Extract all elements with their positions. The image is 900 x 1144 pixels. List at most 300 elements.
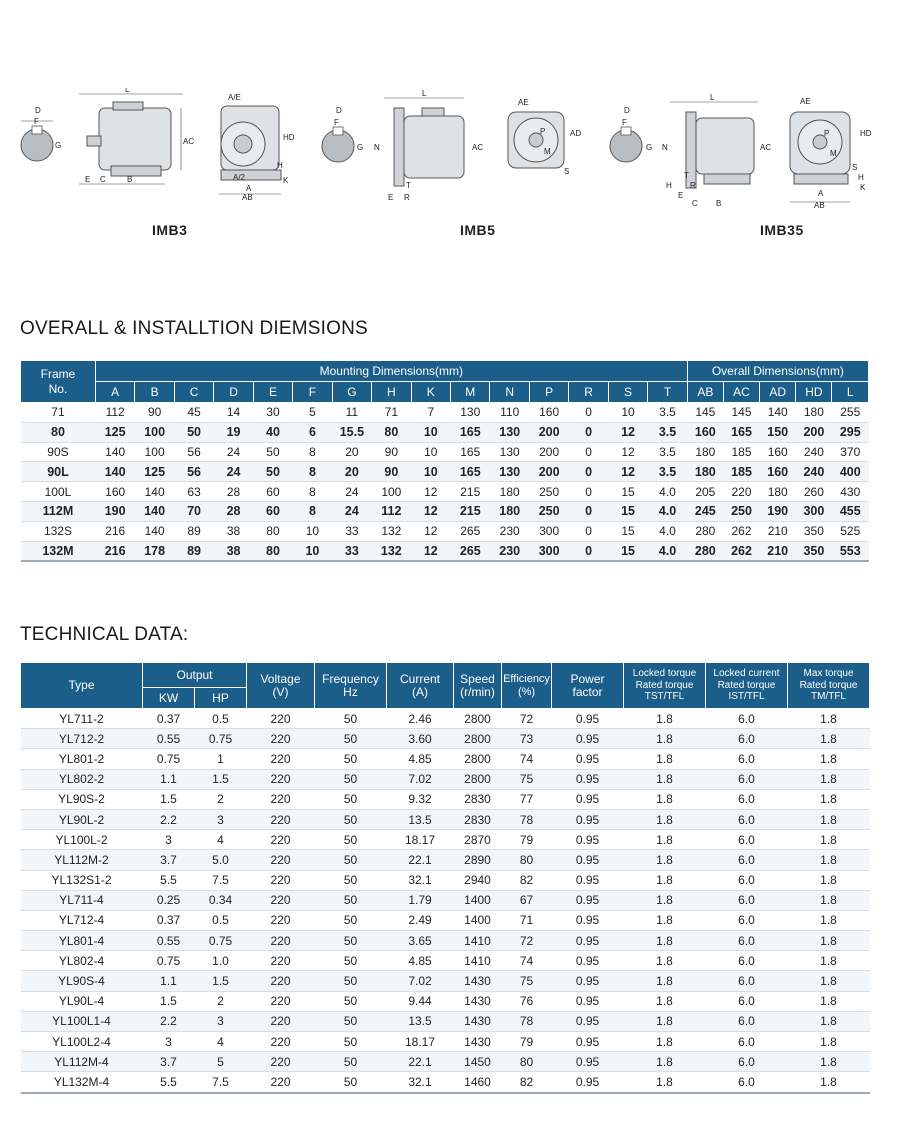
spec-cell: 67 — [502, 890, 552, 910]
spec-cell: 73 — [502, 729, 552, 749]
imb3-label-ae: A/E — [228, 93, 241, 102]
dims-col-header: F — [293, 382, 332, 403]
spec-cell: 2.46 — [387, 709, 454, 729]
spec-cell: 6.0 — [706, 749, 788, 769]
imb5-title: IMB5 — [460, 222, 496, 238]
dimension-cell: 260 — [796, 482, 832, 502]
spec-cell: 220 — [247, 769, 315, 789]
spec-cell: 80 — [502, 1052, 552, 1072]
type-cell: YL711-4 — [21, 890, 143, 910]
spec-cell: 2.49 — [387, 910, 454, 930]
dimension-cell: 280 — [687, 541, 723, 561]
dimension-cell: 455 — [832, 501, 869, 521]
spec-cell: 1.8 — [624, 709, 706, 729]
dimension-cell: 45 — [174, 403, 213, 423]
dimension-cell: 20 — [332, 442, 371, 462]
spec-cell: 7.02 — [387, 971, 454, 991]
imb35-label-p: P — [824, 129, 830, 138]
spec-cell: 1.8 — [788, 870, 870, 890]
dimension-cell: 180 — [687, 442, 723, 462]
frame-cell: 132M — [21, 541, 96, 561]
spec-cell: 6.0 — [706, 890, 788, 910]
dimension-cell: 24 — [214, 442, 253, 462]
dimensions-table — [20, 360, 869, 562]
table-row — [21, 541, 869, 561]
frame-cell: 90L — [21, 462, 96, 482]
spec-cell: 220 — [247, 749, 315, 769]
table-row — [21, 1032, 870, 1052]
dimension-cell: 350 — [796, 541, 832, 561]
dims-col-header: K — [411, 382, 450, 403]
power-factor-header: Power factor — [552, 663, 624, 709]
spec-cell: 2 — [195, 991, 247, 1011]
imb35-label-e: E — [678, 191, 684, 200]
dimension-cell: 4.0 — [648, 482, 687, 502]
dimension-cell: 40 — [253, 422, 292, 442]
spec-cell: 3 — [195, 809, 247, 829]
spec-cell: 79 — [502, 830, 552, 850]
dimension-cell: 216 — [95, 521, 134, 541]
spec-cell: 220 — [247, 991, 315, 1011]
spec-cell: 220 — [247, 1052, 315, 1072]
spec-cell: 50 — [315, 971, 387, 991]
dimension-cell: 10 — [608, 403, 647, 423]
dimension-cell: 33 — [332, 541, 371, 561]
dimension-cell: 56 — [174, 462, 213, 482]
dimension-cell: 145 — [687, 403, 723, 423]
type-cell: YL712-2 — [21, 729, 143, 749]
imb5-label-f: F — [334, 118, 339, 127]
spec-cell: 1.8 — [788, 769, 870, 789]
dimension-cell: 262 — [723, 521, 759, 541]
table-row — [21, 971, 870, 991]
dimension-cell: 71 — [372, 403, 411, 423]
spec-cell: 74 — [502, 749, 552, 769]
spec-cell: 75 — [502, 971, 552, 991]
imb3-label-c: C — [100, 175, 106, 184]
dims-col-header: T — [648, 382, 687, 403]
spec-cell: 18.17 — [387, 1032, 454, 1052]
imb3-label-a: A — [246, 184, 252, 193]
spec-cell: 1 — [195, 749, 247, 769]
spec-cell: 2.2 — [143, 1011, 195, 1031]
dimension-cell: 130 — [490, 422, 529, 442]
spec-cell: 22.1 — [387, 850, 454, 870]
table-row — [21, 482, 869, 502]
spec-cell: 0.37 — [143, 709, 195, 729]
spec-cell: 1.8 — [624, 850, 706, 870]
spec-cell: 0.95 — [552, 971, 624, 991]
dimension-cell: 130 — [490, 462, 529, 482]
dimension-cell: 240 — [796, 462, 832, 482]
dimension-cell: 200 — [529, 442, 568, 462]
spec-cell: 79 — [502, 1032, 552, 1052]
spec-cell: 1.5 — [143, 789, 195, 809]
dimension-cell: 24 — [332, 501, 371, 521]
type-cell: YL801-4 — [21, 931, 143, 951]
spec-cell: 74 — [502, 951, 552, 971]
imb35-schematic — [600, 90, 880, 215]
table-row — [21, 991, 870, 1011]
dimension-cell: 160 — [760, 462, 796, 482]
spec-cell: 1.8 — [788, 971, 870, 991]
spec-cell: 220 — [247, 729, 315, 749]
table-row — [21, 749, 870, 769]
spec-cell: 1.8 — [788, 729, 870, 749]
type-header: Type — [21, 663, 143, 709]
imb3-label-ac: AC — [183, 137, 195, 146]
type-cell: YL132S1-2 — [21, 870, 143, 890]
dimension-cell: 3.5 — [648, 403, 687, 423]
imb3-label-e: E — [85, 175, 91, 184]
dimension-cell: 205 — [687, 482, 723, 502]
dimension-cell: 220 — [723, 482, 759, 502]
spec-cell: 6.0 — [706, 809, 788, 829]
dimension-cell: 7 — [411, 403, 450, 423]
max-torque-header: Max torque Rated torque TM/TFL — [788, 663, 870, 709]
dimension-cell: 90 — [372, 462, 411, 482]
frame-no-header: Frame No. — [21, 361, 96, 403]
spec-cell: 50 — [315, 890, 387, 910]
dimension-cell: 3.5 — [648, 442, 687, 462]
voltage-header: Voltage (V) — [247, 663, 315, 709]
table-row — [21, 931, 870, 951]
spec-cell: 1.8 — [788, 809, 870, 829]
spec-cell: 13.5 — [387, 1011, 454, 1031]
dimension-cell: 350 — [796, 521, 832, 541]
spec-cell: 220 — [247, 910, 315, 930]
spec-cell: 0.95 — [552, 890, 624, 910]
spec-cell: 0.5 — [195, 709, 247, 729]
spec-cell: 4 — [195, 1032, 247, 1052]
spec-cell: 50 — [315, 1011, 387, 1031]
dimension-cell: 19 — [214, 422, 253, 442]
dimension-cell: 56 — [174, 442, 213, 462]
dims-col-header: C — [174, 382, 213, 403]
spec-cell: 1410 — [454, 931, 502, 951]
imb35-label-l: L — [710, 93, 715, 102]
spec-cell: 78 — [502, 1011, 552, 1031]
imb5-label-ad: AD — [570, 129, 582, 138]
dims-col-header: D — [214, 382, 253, 403]
imb35-title: IMB35 — [760, 222, 804, 238]
spec-cell: 0.95 — [552, 910, 624, 930]
imb5-label-g: G — [357, 143, 364, 152]
spec-cell: 6.0 — [706, 789, 788, 809]
spec-cell: 50 — [315, 789, 387, 809]
mounting-dimensions-header: Mounting Dimensions(mm) — [95, 361, 687, 382]
type-cell: YL100L2-4 — [21, 1032, 143, 1052]
spec-cell: 0.75 — [195, 931, 247, 951]
dimension-cell: 50 — [253, 442, 292, 462]
spec-cell: 0.95 — [552, 931, 624, 951]
spec-cell: 0.75 — [143, 951, 195, 971]
type-cell: YL90L-4 — [21, 991, 143, 1011]
dims-col-header: AC — [723, 382, 759, 403]
dimension-cell: 12 — [608, 462, 647, 482]
spec-cell: 1.8 — [788, 1072, 870, 1093]
imb35-label-a: A — [818, 189, 824, 198]
dimension-cell: 90 — [372, 442, 411, 462]
imb5-label-ae: AE — [518, 98, 529, 107]
efficiency-header: Efficiency (%) — [502, 663, 552, 709]
dims-col-header: AB — [687, 382, 723, 403]
dimension-cell: 430 — [832, 482, 869, 502]
spec-cell: 220 — [247, 830, 315, 850]
frequency-header: Frequency Hz — [315, 663, 387, 709]
spec-cell: 1.8 — [624, 890, 706, 910]
dimension-cell: 400 — [832, 462, 869, 482]
spec-cell: 50 — [315, 729, 387, 749]
spec-cell: 1.8 — [788, 991, 870, 1011]
spec-cell: 1.8 — [788, 1032, 870, 1052]
spec-cell: 6.0 — [706, 971, 788, 991]
dimension-cell: 8 — [293, 462, 332, 482]
spec-cell: 1.8 — [624, 910, 706, 930]
spec-cell: 1450 — [454, 1052, 502, 1072]
dimension-cell: 89 — [174, 521, 213, 541]
dimension-cell: 90 — [135, 403, 174, 423]
dimension-cell: 300 — [796, 501, 832, 521]
dimension-cell: 190 — [95, 501, 134, 521]
spec-cell: 1.8 — [624, 1011, 706, 1031]
spec-cell: 0.95 — [552, 830, 624, 850]
dims-col-header: P — [529, 382, 568, 403]
type-cell: YL90S-2 — [21, 789, 143, 809]
output-header: Output — [143, 663, 247, 688]
spec-cell: 4 — [195, 830, 247, 850]
dimension-cell: 216 — [95, 541, 134, 561]
spec-cell: 6.0 — [706, 1032, 788, 1052]
spec-cell: 0.95 — [552, 809, 624, 829]
table-row — [21, 1052, 870, 1072]
dimension-cell: 250 — [723, 501, 759, 521]
spec-cell: 7.02 — [387, 769, 454, 789]
spec-cell: 1.8 — [624, 749, 706, 769]
dimension-cell: 15 — [608, 541, 647, 561]
spec-cell: 0.95 — [552, 789, 624, 809]
spec-cell: 1.8 — [624, 809, 706, 829]
type-cell: YL802-2 — [21, 769, 143, 789]
spec-cell: 2870 — [454, 830, 502, 850]
type-cell: YL711-2 — [21, 709, 143, 729]
imb5-label-t: T — [406, 181, 411, 190]
dimension-cell: 130 — [490, 442, 529, 462]
dims-col-header: H — [372, 382, 411, 403]
frame-cell: 132S — [21, 521, 96, 541]
dimension-cell: 5 — [293, 403, 332, 423]
spec-cell: 5.5 — [143, 870, 195, 890]
imb5-label-ac: AC — [472, 143, 484, 152]
type-cell: YL100L-2 — [21, 830, 143, 850]
dimension-cell: 60 — [253, 482, 292, 502]
spec-cell: 0.55 — [143, 729, 195, 749]
dimension-cell: 28 — [214, 501, 253, 521]
imb5-schematic — [312, 90, 582, 210]
dimension-cell: 0 — [569, 482, 608, 502]
spec-cell: 1.79 — [387, 890, 454, 910]
spec-cell: 1.8 — [624, 951, 706, 971]
spec-cell: 6.0 — [706, 991, 788, 1011]
spec-cell: 1.8 — [788, 830, 870, 850]
imb3-title: IMB3 — [152, 222, 188, 238]
dimension-cell: 230 — [490, 521, 529, 541]
spec-cell: 1.8 — [624, 1052, 706, 1072]
dimension-cell: 262 — [723, 541, 759, 561]
spec-cell: 1.8 — [624, 870, 706, 890]
imb35-label-ab: AB — [814, 201, 825, 210]
frame-cell: 80 — [21, 422, 96, 442]
type-cell: YL112M-4 — [21, 1052, 143, 1072]
spec-cell: 13.5 — [387, 809, 454, 829]
dims-col-header: N — [490, 382, 529, 403]
tech-section-title: TECHNICAL DATA: — [20, 624, 189, 645]
imb35-label-s: S — [852, 163, 858, 172]
table-row — [21, 501, 869, 521]
table-row — [21, 769, 870, 789]
imb35-label-k: K — [860, 183, 866, 192]
type-cell: YL801-2 — [21, 749, 143, 769]
spec-cell: 1.8 — [624, 789, 706, 809]
dimension-cell: 80 — [372, 422, 411, 442]
spec-cell: 18.17 — [387, 830, 454, 850]
dimension-cell: 10 — [293, 521, 332, 541]
spec-cell: 3.7 — [143, 850, 195, 870]
spec-cell: 6.0 — [706, 1011, 788, 1031]
dimension-cell: 180 — [796, 403, 832, 423]
dimension-cell: 130 — [451, 403, 490, 423]
dimension-cell: 3.5 — [648, 462, 687, 482]
spec-cell: 0.37 — [143, 910, 195, 930]
technical-data-table — [20, 662, 870, 1094]
spec-cell: 3.60 — [387, 729, 454, 749]
spec-cell: 1.8 — [624, 991, 706, 1011]
dims-col-header: S — [608, 382, 647, 403]
spec-cell: 50 — [315, 850, 387, 870]
imb35-label-r: R — [690, 181, 696, 190]
spec-cell: 1.5 — [143, 991, 195, 1011]
spec-cell: 1.8 — [624, 1032, 706, 1052]
dims-col-header: A — [95, 382, 134, 403]
spec-cell: 50 — [315, 769, 387, 789]
spec-cell: 1.8 — [624, 1072, 706, 1093]
imb3-label-f: F — [34, 117, 39, 126]
dimension-cell: 165 — [451, 462, 490, 482]
dimension-cell: 178 — [135, 541, 174, 561]
spec-cell: 1.8 — [788, 789, 870, 809]
spec-cell: 1.1 — [143, 971, 195, 991]
imb3-label-k: K — [283, 176, 289, 185]
spec-cell: 50 — [315, 749, 387, 769]
dimension-cell: 14 — [214, 403, 253, 423]
spec-cell: 0.95 — [552, 729, 624, 749]
type-cell: YL100L1-4 — [21, 1011, 143, 1031]
type-cell: YL90L-2 — [21, 809, 143, 829]
spec-cell: 0.25 — [143, 890, 195, 910]
dimension-cell: 6 — [293, 422, 332, 442]
imb3-label-g: G — [55, 141, 62, 150]
dimension-cell: 38 — [214, 541, 253, 561]
dimension-cell: 110 — [490, 403, 529, 423]
dimension-cell: 89 — [174, 541, 213, 561]
spec-cell: 50 — [315, 1032, 387, 1052]
spec-cell: 1.8 — [624, 769, 706, 789]
imb35-label-n: N — [662, 143, 668, 152]
dimension-cell: 215 — [451, 501, 490, 521]
spec-cell: 4.85 — [387, 951, 454, 971]
imb35-label-m: M — [830, 149, 837, 158]
spec-cell: 50 — [315, 709, 387, 729]
kw-header: KW — [143, 688, 195, 709]
frame-cell: 90S — [21, 442, 96, 462]
dimension-cell: 80 — [253, 521, 292, 541]
spec-cell: 1.8 — [788, 749, 870, 769]
imb3-label-hd: HD — [283, 133, 295, 142]
spec-cell: 1.8 — [788, 890, 870, 910]
spec-cell: 0.95 — [552, 951, 624, 971]
dims-col-header: B — [135, 382, 174, 403]
spec-cell: 220 — [247, 890, 315, 910]
imb5-label-p: P — [540, 127, 546, 136]
spec-cell: 0.95 — [552, 1052, 624, 1072]
dimension-cell: 0 — [569, 541, 608, 561]
dimension-cell: 245 — [687, 501, 723, 521]
locked-torque-header: Locked torque Rated torque TST/TFL — [624, 663, 706, 709]
dimension-cell: 30 — [253, 403, 292, 423]
spec-cell: 3.65 — [387, 931, 454, 951]
dimension-cell: 28 — [214, 482, 253, 502]
imb5-label-n: N — [374, 143, 380, 152]
spec-cell: 1.8 — [788, 709, 870, 729]
imb5-label-s: S — [564, 167, 570, 176]
type-cell: YL112M-2 — [21, 850, 143, 870]
spec-cell: 2940 — [454, 870, 502, 890]
dimension-cell: 250 — [529, 501, 568, 521]
dimension-cell: 0 — [569, 462, 608, 482]
dimension-cell: 265 — [451, 541, 490, 561]
dimension-cell: 8 — [293, 442, 332, 462]
spec-cell: 3 — [195, 1011, 247, 1031]
dimension-cell: 210 — [760, 541, 796, 561]
table-row — [21, 850, 870, 870]
dims-col-header: M — [451, 382, 490, 403]
spec-cell: 82 — [502, 1072, 552, 1093]
dimension-cell: 4.0 — [648, 541, 687, 561]
dimension-cell: 125 — [135, 462, 174, 482]
dimension-cell: 180 — [490, 501, 529, 521]
spec-cell: 3 — [143, 830, 195, 850]
spec-cell: 9.44 — [387, 991, 454, 1011]
spec-cell: 220 — [247, 789, 315, 809]
imb35-drawing — [600, 90, 880, 215]
spec-cell: 1.8 — [788, 1052, 870, 1072]
spec-cell: 0.95 — [552, 709, 624, 729]
speed-header: Speed (r/min) — [454, 663, 502, 709]
dimension-cell: 3.5 — [648, 422, 687, 442]
spec-cell: 6.0 — [706, 870, 788, 890]
spec-cell: 1.8 — [788, 931, 870, 951]
spec-cell: 32.1 — [387, 870, 454, 890]
imb3-label-h: H — [277, 161, 283, 170]
imb5-label-e: E — [388, 193, 394, 202]
dimension-cell: 10 — [293, 541, 332, 561]
table-row — [21, 422, 869, 442]
spec-cell: 6.0 — [706, 1052, 788, 1072]
spec-cell: 2830 — [454, 789, 502, 809]
imb5-label-d: D — [336, 106, 342, 115]
dimension-cell: 63 — [174, 482, 213, 502]
table-row — [21, 809, 870, 829]
